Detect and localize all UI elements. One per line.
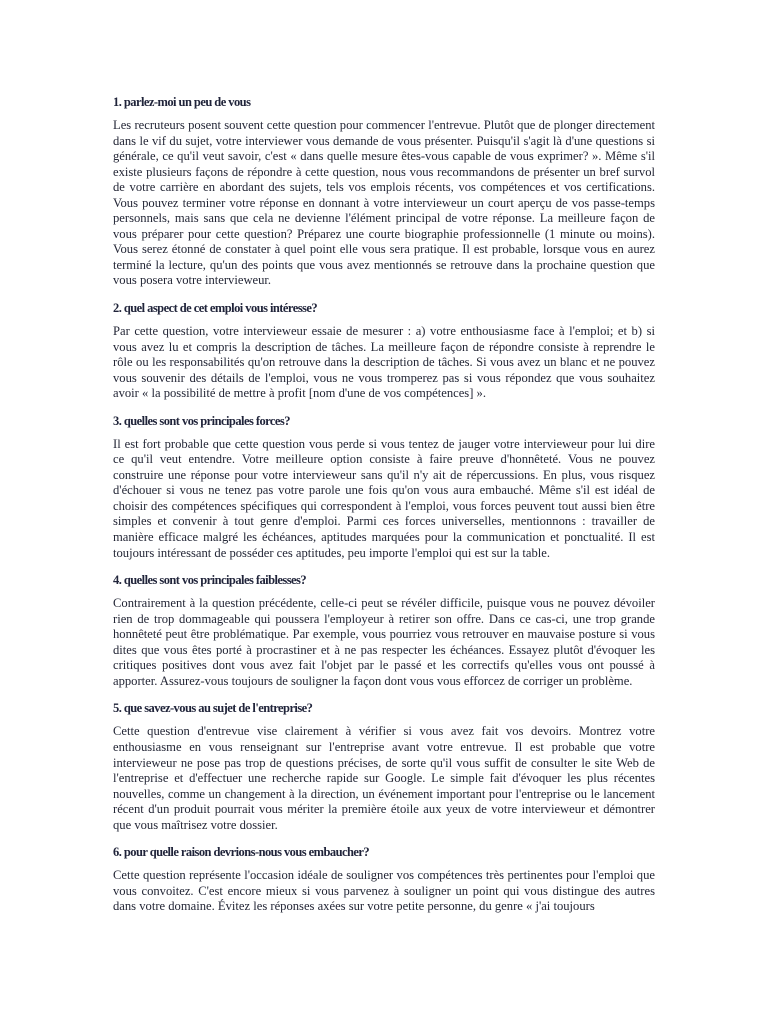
section-heading: 5. que savez-vous au sujet de l'entreprise? [113, 701, 313, 716]
section-1 [113, 94, 655, 289]
section-2 [113, 300, 655, 402]
section-4 [113, 572, 655, 689]
section-paragraph: Cette question d'entrevue vise clairement à vérifier si vous avez fait vos devoirs. Montrez votre enthousiasme en vous renseignant sur l'entreprise avant votre entrevue. Il est probable que votre intervieweur ne pose pas trop de questions précises, de sorte qu'il vous suffit de consulter le site Web de l'entreprise et d'effectuer une recherche rapide sur Google. Le simple fait d'évoquer les plus récentes nouvelles, comme un changement à la direction, un événement important pour l'entreprise ou le lancement récent d'un produit pourrait vous mériter la première étoile aux yeux de votre intervieweur et démontrer que vous maîtrisez votre dossier. [113, 724, 655, 832]
section-5 [113, 700, 655, 833]
section-heading: 2. quel aspect de cet emploi vous intéresse? [113, 301, 318, 316]
section-3 [113, 413, 655, 561]
section-heading: 4. quelles sont vos principales faiblesses? [113, 573, 307, 588]
section-heading: 3. quelles sont vos principales forces? [113, 413, 290, 428]
section-paragraph: Cette question représente l'occasion idéale de souligner vos compétences très pertinentes pour l'emploi que vous convoitez. C'est encore mieux si vous parvenez à souligner un point qui vous distingue des autres dans votre domaine. Évitez les réponses axées sur votre petite personne, du genre « j'ai toujours [113, 868, 655, 914]
section-paragraph: Il est fort probable que cette question vous perde si vous tentez de jauger votre intervieweur pour lui dire ce qu'il veut entendre. Votre meilleure option consiste à faire preuve d'honnêteté. Vous ne pouvez construire une réponse pour votre intervieweur sans qu'il n'y ait de répercussions. En plus, vous risquez d'échouer si vous ne tenez pas votre parole une fois qu'on vous aura embauché. Même s'il est idéal de choisir des compétences spécifiques qui correspondent à l'emploi, vous forces peuvent tout aussi bien être simples et convenir à tout genre d'emploi. Parmi ces forces universelles, mentionnons : travailler de manière efficace malgré les échéances, aptitudes marquées pour la communication et ponctualité. Il est toujours intéressant de posséder ces aptitudes, peu importe l'emploi qui est sur la table. [113, 436, 655, 560]
section-paragraph: Les recruteurs posent souvent cette question pour commencer l'entrevue. Plutôt que de plonger directement dans le vif du sujet, votre interviewer vous demande de vous présenter. Puisqu'il s'agit là d'une questions si générale, ce qu'il veut savoir, c'est « dans quelle mesure êtes-vous capable de vous exprimer? ». Même s'il existe plusieurs façons de répondre à cette question, nous vous recommandons de présenter un bref survol de votre carrière en abordant des sujets, tels vos emplois récents, vos compétences et vos certifications. Vous pouvez terminer votre réponse en donnant à votre intervieweur un court aperçu de vos passe-temps personnels, mais sans que cela ne devienne l'élément principal de votre réponse. La meilleure façon de vous préparer pour cette question? Préparez une courte biographie professionnelle (1 minute ou moins). Vous serez étonné de constater à quel point elle vous sera pratique. Il est probable, lorsque vous en aurez terminé la lecture, qu'un des points que vous avez mentionnés se retrouve dans la prochaine question que vous posera votre intervieweur. [113, 118, 655, 288]
section-heading: 6. pour quelle raison devrions-nous vous embaucher? [113, 845, 370, 860]
section-paragraph: Par cette question, votre intervieweur essaie de mesurer : a) votre enthousiasme face à l'emploi; et b) si vous avez lu et compris la description de tâches. La meilleure façon de répondre consiste à reprendre le rôle ou les responsabilités qu'on retrouve dans la description de tâches. Si vous avez un blanc et ne pouvez vous souvenir des détails de l'emploi, vous ne vous tromperez pas si vous répondez que vous souhaitez avoir « la possibilité de mettre à profit [nom d'une de vos compétences] ». [113, 324, 655, 401]
section-heading: 1. parlez-moi un peu de vous [113, 95, 251, 109]
section-6 [113, 844, 655, 915]
section-paragraph: Contrairement à la question précédente, celle-ci peut se révéler difficile, puisque vous ne pouvez dévoiler rien de trop dommageable qui poussera l'employeur à retirer son offre. Dans ce cas-ci, une trop grande honnêteté peut être problématique. Par exemple, vous pourriez vous retrouver en mauvaise posture si vous dites que vous êtes porté à procrastiner et à ne pas respecter les échéances. Essayez plutôt d'évoquer les critiques positives dont vous avez fait l'objet par le passé et les correctifs qu'elles vous ont poussé à apporter. Assurez-vous toujours de souligner la façon dont vous vous efforcez de corriger un problème. [113, 596, 655, 688]
